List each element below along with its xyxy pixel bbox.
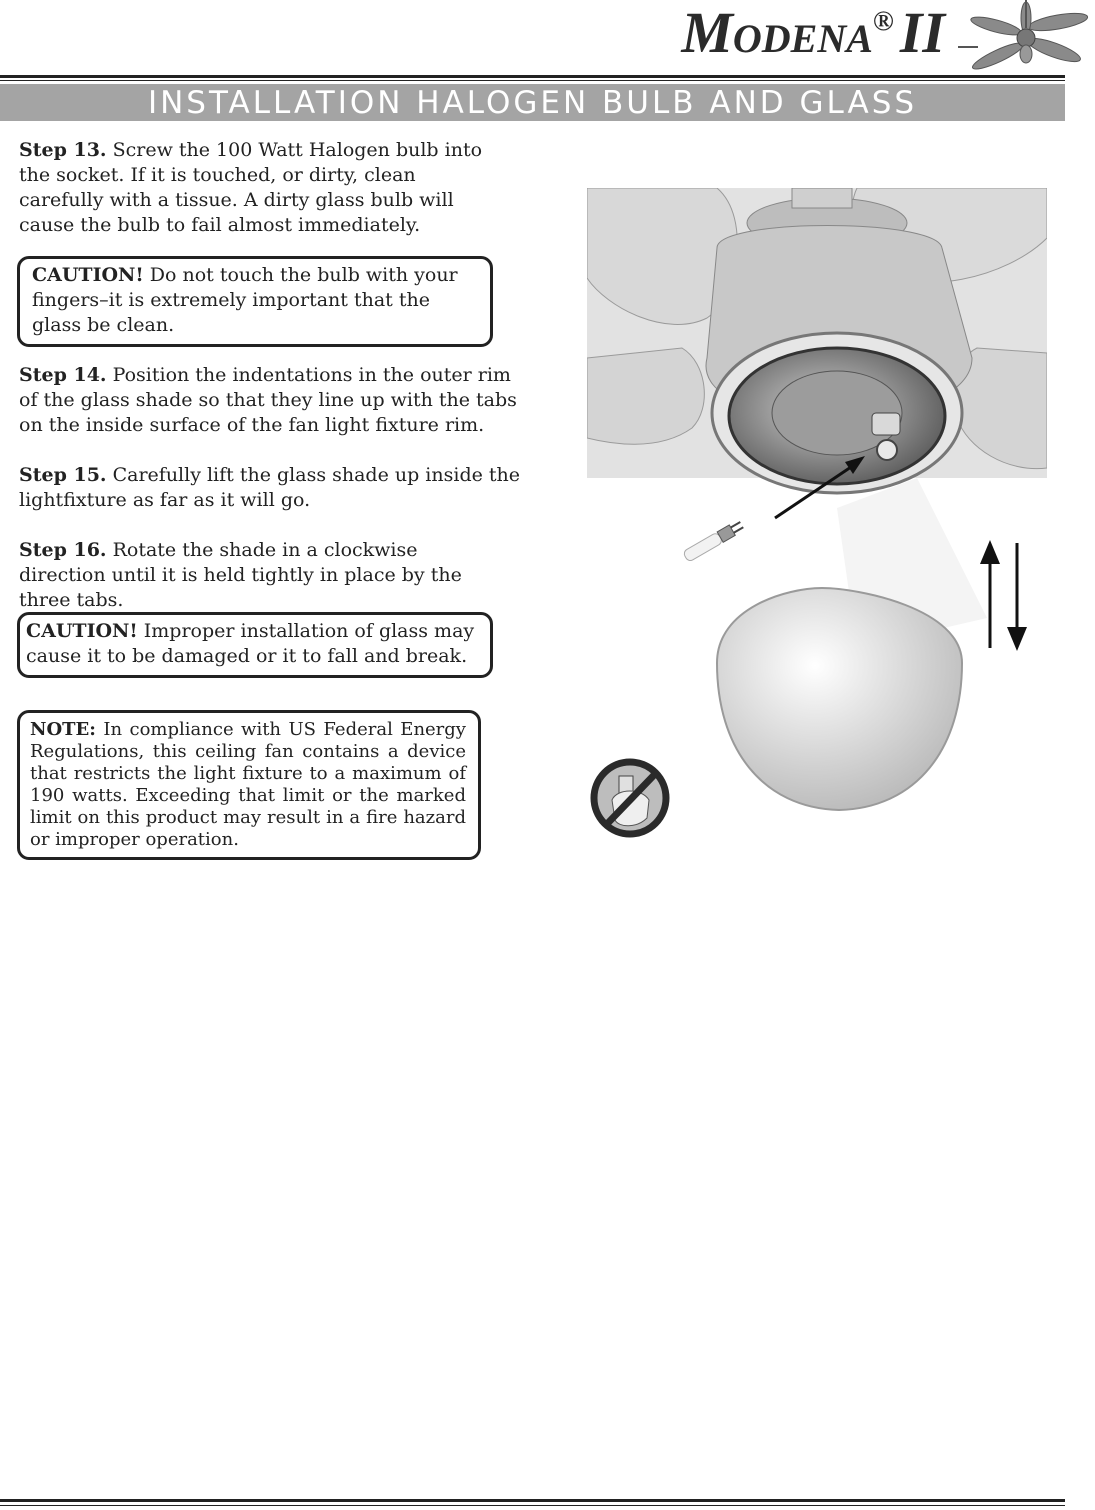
- brand-model: II: [899, 0, 945, 65]
- step-label: Step 15.: [19, 464, 107, 486]
- step-text: Rotate the shade in a clockwise direction until it is held tightly in place by the three tabs.: [19, 539, 462, 611]
- brand-name-rest: ODENA: [732, 16, 873, 61]
- header-rule: [0, 75, 1065, 78]
- section-title: INSTALLATION HALOGEN BULB AND GLASS: [0, 84, 1065, 121]
- header-rule-thin: [0, 80, 1065, 81]
- note-box: [17, 710, 481, 860]
- down-arrow-icon: [1007, 543, 1027, 651]
- brand-first-letter: M: [681, 0, 733, 65]
- caution-label: CAUTION!: [26, 620, 138, 642]
- halogen-bulb: [683, 519, 745, 562]
- footer-rule-thin: [0, 1505, 1065, 1506]
- step-text: Screw the 100 Watt Halogen bulb into the socket. If it is touched, or dirty, clean carefully with a tissue. A dirty glass bulb will cause the bulb to fail almost immediately.: [19, 139, 483, 236]
- step-label: Step 14.: [19, 364, 107, 386]
- note-text: In compliance with US Federal Energy Regulations, this ceiling fan contains a device that restricts the light fixture to a maximum of 190 watts. Exceeding that limit or the marked limit on this product may result in a fire hazard or improper operation.: [30, 719, 466, 850]
- step-text: Position the indentations in the outer rim of the glass shade so that they line up with the tabs on the inside surface of the fan light fixture rim.: [19, 364, 517, 436]
- up-arrow-icon: [980, 540, 1000, 648]
- brand-logo: [681, 0, 945, 65]
- registered-mark: ®: [872, 6, 894, 37]
- caution-box-2: [17, 612, 493, 678]
- step-13: [19, 138, 499, 238]
- step-14: [19, 363, 529, 438]
- step-label: Step 13.: [19, 139, 107, 161]
- step-label: Step 16.: [19, 539, 107, 561]
- fan-light-photo: [587, 188, 1047, 848]
- footer-rule: [0, 1499, 1065, 1502]
- note-label: NOTE:: [30, 719, 96, 740]
- step-text: Carefully lift the glass shade up inside the lightfixture as far as it will go.: [19, 464, 521, 511]
- step-16: [19, 538, 489, 613]
- no-touch-bulb-icon: [594, 762, 666, 834]
- caution-label: CAUTION!: [32, 264, 144, 286]
- step-15: [19, 463, 529, 513]
- caution-text: Do not touch the bulb with your fingers–it is extremely important that the glass be clean.: [32, 264, 458, 336]
- fan-logo-icon: [968, 0, 1095, 75]
- caution-text: Improper installation of glass may cause it to be damaged or it to fall and break.: [26, 620, 475, 667]
- caution-box-1: [17, 256, 493, 347]
